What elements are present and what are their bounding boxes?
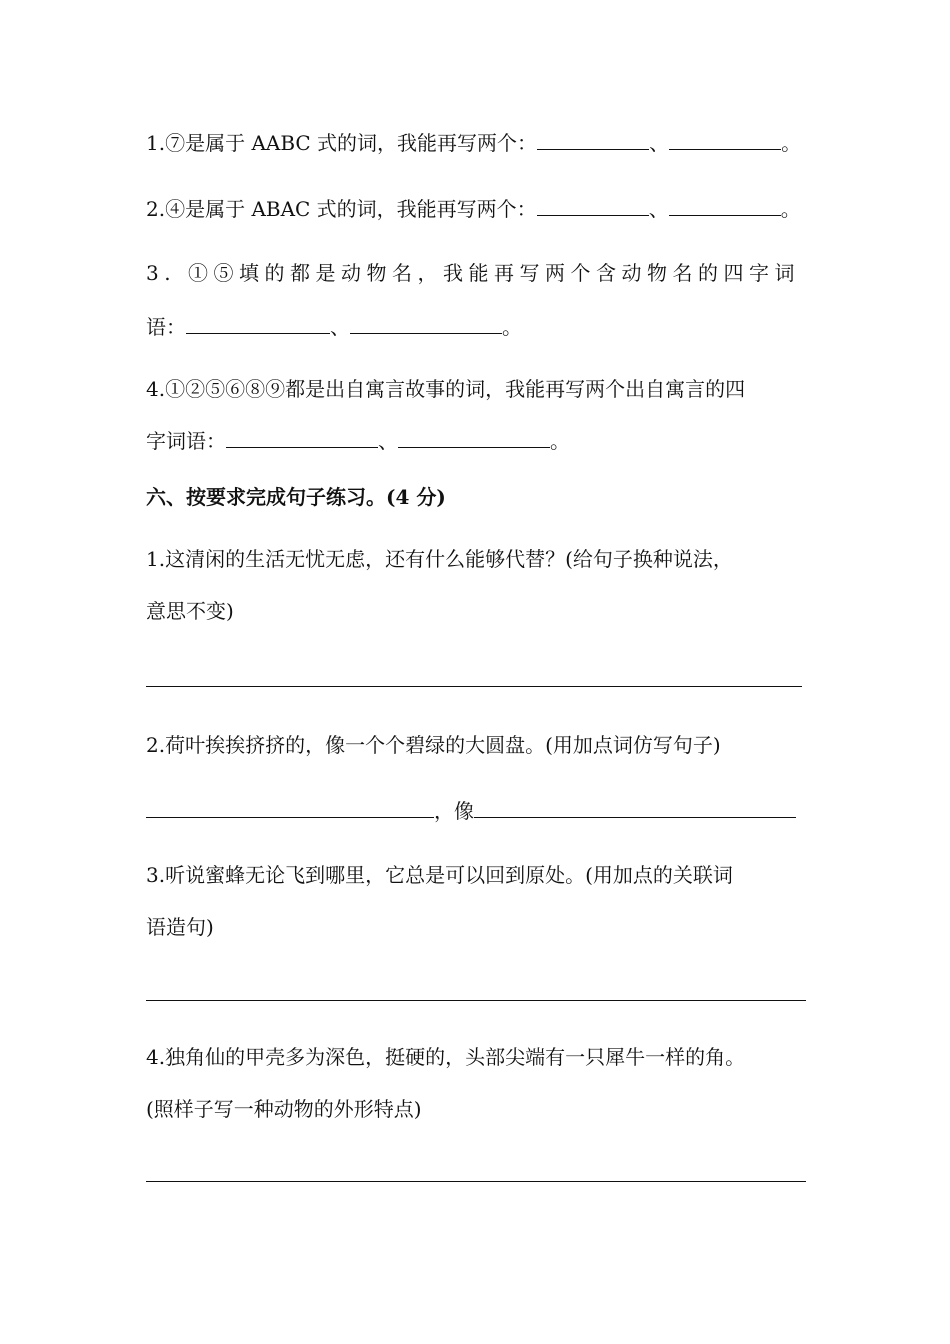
period: 。	[502, 315, 522, 339]
answer-blank[interactable]	[669, 197, 781, 216]
period: 。	[550, 429, 570, 453]
question-6-4-line2: (照样子写一种动物的外形特点)	[146, 1097, 422, 1121]
question-5-3-line1: 3. ①⑤填的都是动物名，我能再写两个含动物名的四字词	[146, 261, 800, 285]
question-5-1	[146, 130, 801, 156]
question-6-1-line2: 意思不变)	[146, 599, 234, 623]
question-6-3-line2: 语造句)	[146, 915, 214, 939]
question-6-1-line1: 1.这清闲的生活无忧无虑，还有什么能够代替？(给句子换种说法，	[146, 547, 733, 571]
answer-blank[interactable]	[537, 131, 649, 150]
question-5-2	[146, 196, 801, 222]
answer-blank[interactable]	[669, 131, 781, 150]
answer-blank[interactable]	[350, 315, 502, 334]
question-5-1-text: 1.⑦是属于 AABC 式的词，我能再写两个：	[146, 131, 538, 155]
answer-blank[interactable]	[146, 799, 434, 818]
answer-blank[interactable]	[537, 197, 649, 216]
answer-line[interactable]	[146, 1000, 806, 1001]
question-5-3-line2	[146, 314, 522, 340]
separator: 、	[649, 131, 670, 155]
question-6-2-line1: 2.荷叶挨挨挤挤的，像一个个碧绿的大圆盘。(用加点词仿写句子)	[146, 733, 721, 757]
question-5-4-line1: 4.①②⑤⑥⑧⑨都是出自寓言故事的词，我能再写两个出自寓言的四	[146, 377, 746, 401]
separator: 、	[378, 429, 398, 453]
question-6-2-fill	[146, 798, 796, 824]
prefix: 语：	[146, 315, 186, 339]
separator: 、	[330, 315, 350, 339]
question-5-4-line2	[146, 428, 570, 454]
answer-blank[interactable]	[398, 429, 550, 448]
answer-line[interactable]	[146, 686, 802, 687]
period: 。	[780, 197, 801, 221]
answer-blank[interactable]	[226, 429, 378, 448]
question-6-4-line1: 4.独角仙的甲壳多为深色，挺硬的，头部尖端有一只犀牛一样的角。	[146, 1045, 746, 1069]
question-5-2-text: 2.④是属于 ABAC 式的词，我能再写两个：	[146, 197, 537, 221]
answer-blank[interactable]	[474, 799, 796, 818]
answer-blank[interactable]	[186, 315, 330, 334]
period: 。	[781, 131, 802, 155]
separator: 、	[648, 197, 669, 221]
question-6-3-line1: 3.听说蜜蜂无论飞到哪里，它总是可以回到原处。(用加点的关联词	[146, 863, 733, 887]
section-6-heading: 六、按要求完成句子练习。(4 分)	[146, 485, 446, 509]
answer-line[interactable]	[146, 1181, 806, 1182]
fill-connector: ，像	[434, 799, 474, 823]
prefix: 字词语：	[146, 429, 226, 453]
